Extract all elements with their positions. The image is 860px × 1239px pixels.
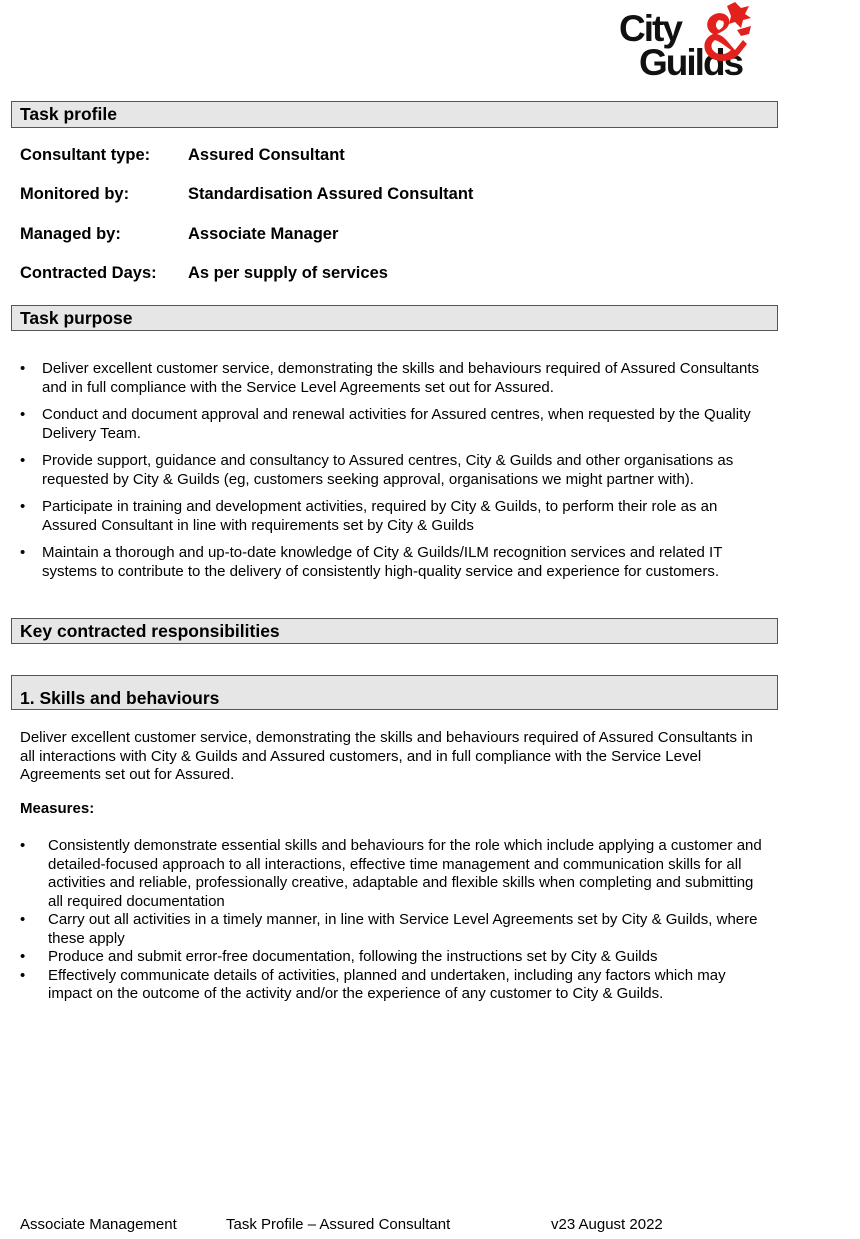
list-item: • Consistently demonstrate essential skills and behaviours for the role which include applying a customer and detailed-focused approach to all interactions, effective time management and communication skills for all activities and reliable, professionally creative, adaptable and flexible skills when completing and submitting all required documentation <box>20 837 768 911</box>
footer-version: v23 August 2022 <box>551 1216 663 1233</box>
logo-text-guilds: Guilds <box>639 42 743 83</box>
task-profile-heading <box>11 101 778 128</box>
key-responsibilities-heading <box>11 618 778 644</box>
contracted-days-value: As per supply of services <box>188 264 388 282</box>
list-item: • Effectively communicate details of activities, planned and undertaken, including any factors which may impact on the outcome of the activity and/or the experience of any customer to City & Guilds. <box>20 967 768 1004</box>
city-and-guilds-logo <box>617 0 752 82</box>
list-item: • Produce and submit error-free documentation, following the instructions set by City & Guilds <box>20 948 768 967</box>
list-item: • Conduct and document approval and renewal activities for Assured centres, when requested by the Quality Delivery Team. <box>20 406 768 443</box>
list-item: • Maintain a thorough and up-to-date knowledge of City & Guilds/ILM recognition services and related IT systems to contribute to the delivery of consistently high-quality service and experience for customers. <box>20 544 768 581</box>
logo-text-city: City <box>619 8 681 49</box>
measures-label: Measures: <box>20 800 95 817</box>
key-responsibilities-heading-text: Key contracted responsibilities <box>20 621 280 641</box>
list-item: • Carry out all activities in a timely manner, in line with Service Level Agreements set by City & Guilds, where these apply <box>20 911 768 948</box>
footer-center: Task Profile – Assured Consultant <box>226 1216 451 1233</box>
skills-behaviours-heading <box>11 675 778 710</box>
skills-intro-paragraph: Deliver excellent customer service, demonstrating the skills and behaviours required of Assured Consultants in all interactions with City & Guilds and Assured customers, and in full compliance with the Service Level Agreements set out for Assured. <box>20 729 753 783</box>
list-item: • Provide support, guidance and consultancy to Assured centres, City & Guilds and other organisations as requested by City & Guilds (eg, customers seeking approval, organisations we might partner with). <box>20 452 768 489</box>
consultant-type-value: Assured Consultant <box>188 146 345 164</box>
lion-ampersand-icon <box>691 0 755 64</box>
managed-by-label: Managed by: <box>20 225 121 243</box>
task-purpose-list <box>20 360 768 590</box>
task-purpose-heading <box>11 305 778 331</box>
skills-behaviours-heading-text: 1. Skills and behaviours <box>20 688 220 708</box>
list-item: • Participate in training and development activities, required by City & Guilds, to perform their role as an Assured Consultant in line with requirements set by City & Guilds <box>20 498 768 535</box>
task-profile-heading-text: Task profile <box>20 104 117 124</box>
consultant-type-label: Consultant type: <box>20 146 151 164</box>
list-item: • Deliver excellent customer service, demonstrating the skills and behaviours required of Assured Consultants and in full compliance with the Service Level Agreements set out for Assured. <box>20 360 768 397</box>
monitored-by-label: Monitored by: <box>20 185 130 203</box>
contracted-days-label: Contracted Days: <box>20 264 157 282</box>
footer-left: Associate Management <box>20 1216 177 1233</box>
monitored-by-value: Standardisation Assured Consultant <box>188 185 474 203</box>
task-purpose-heading-text: Task purpose <box>20 308 133 328</box>
measures-list <box>20 837 768 1004</box>
managed-by-value: Associate Manager <box>188 225 339 243</box>
